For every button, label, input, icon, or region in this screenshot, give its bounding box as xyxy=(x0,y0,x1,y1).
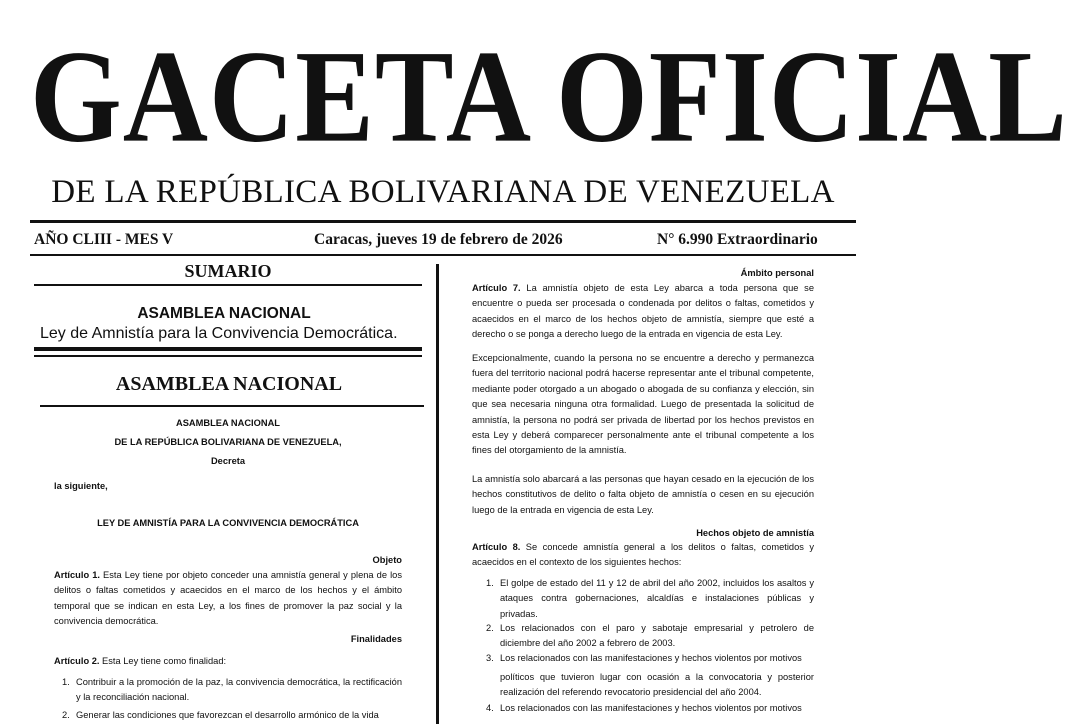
sumario-rule xyxy=(34,284,422,286)
decreta: Decreta xyxy=(210,456,246,466)
section-rule-thick xyxy=(34,347,422,351)
list-item-text: políticos que tuvieron lugar con ocasión a la convocatoria y posterior realización del referendo revocatorio presidencial del año 2004. xyxy=(500,672,814,698)
masthead xyxy=(0,0,1068,248)
issue-number: N° 6.990 Extraordinario xyxy=(657,231,818,248)
paragraph-scope: La amnistía solo abarcará a las personas que hayan cesado en la ejecución de los hechos constitutivos de delito o falta objeto de amnistía o cesen en su ejecución luego de la entrada en vigencia de esta Ley. xyxy=(472,474,814,515)
list-item-text: Los relacionados con las manifestaciones y hechos violentos por motivos xyxy=(500,703,802,713)
list-item-number: 4. xyxy=(486,703,494,713)
list-item-text: El golpe de estado del 11 y 12 de abril del año 2002, incluidos los asaltos y ataques contra gobernaciones, alcaldías e instalaciones públicas y privadas. xyxy=(500,578,814,619)
list-item-text: Los relacionados con el paro y sabotaje empresarial y petrolero de diciembre del año 2002 a febrero de 2003. xyxy=(500,623,814,649)
column-divider xyxy=(436,264,439,724)
list-item xyxy=(486,701,814,716)
article-7-label: Artículo 7. xyxy=(472,283,521,293)
article-7-text: La amnistía objeto de esta Ley abarca a toda persona que se encuentre o pueda ser procesada o condenada por delitos o faltas, cometidos y acaecidos en el marco de los hechos objeto de amnistía, siempre que esté a derecho o se ponga a derecho luego de la entrada en vigencia de esta Ley. xyxy=(472,283,814,340)
article-8-text: Se concede amnistía general a los delitos o faltas, cometidos y acaecidos en el contexto de los siguientes hechos: xyxy=(472,542,814,568)
section-rule-thin xyxy=(34,355,422,357)
header-rule xyxy=(30,254,856,256)
list-item-continued xyxy=(500,670,814,701)
paragraph-exception: Excepcionalmente, cuando la persona no se encuentre a derecho y permanezca fuera del territorio nacional podrá hacerse representar ante el tribunal competente, mediante poder otorgado a un abogado o abogada de su confianza y elección, sin que sea necesaria ninguna otra formalidad. Luego de presentada la solicitud de amnistía, la persona no podrá ser privada de libertad por los hechos previstos en esta Ley y deberá comparecer personalmente ante el tribunal competente a los fines del otorgamiento de la amnistía. xyxy=(472,353,814,456)
article-2-text: Esta Ley tiene como finalidad: xyxy=(99,656,227,666)
list-item-number: 3. xyxy=(486,653,494,663)
article-8 xyxy=(472,540,814,571)
list-item-text: Contribuir a la promoción de la paz, la convivencia democrática, la rectificación y la reconciliación nacional. xyxy=(76,677,402,703)
article-2 xyxy=(54,654,402,669)
issue-date: Caracas, jueves 19 de febrero de 2026 xyxy=(314,231,563,248)
article-8-label: Artículo 8. xyxy=(472,542,521,552)
preamble-entity: ASAMBLEA NACIONAL xyxy=(176,418,280,428)
top-rule xyxy=(30,220,856,223)
article-1 xyxy=(54,568,402,630)
preamble-republic: DE LA REPÚBLICA BOLIVARIANA DE VENEZUELA, xyxy=(114,437,342,447)
list-item-number: 2. xyxy=(486,623,494,633)
objeto-heading: Objeto xyxy=(372,555,402,565)
article-2-label: Artículo 2. xyxy=(54,656,100,666)
law-title: LEY DE AMNISTÍA PARA LA CONVIVENCIA DEMOCRÁTICA xyxy=(97,518,359,528)
section-rule xyxy=(40,405,424,407)
article-1-label: Artículo 1. xyxy=(54,570,100,580)
ambito-heading: Ámbito personal xyxy=(740,268,814,278)
list-item xyxy=(486,651,814,666)
finalidades-heading: Finalidades xyxy=(350,634,402,644)
sumario-heading: SUMARIO xyxy=(184,261,272,281)
list-item xyxy=(62,708,402,723)
list-item xyxy=(486,621,814,652)
sumario-item: Ley de Amnistía para la Convivencia Democrática. xyxy=(40,325,398,342)
list-item-number: 1. xyxy=(62,677,70,687)
list-item xyxy=(62,675,402,706)
list-item xyxy=(486,576,814,622)
article-1-text: Esta Ley tiene por objeto conceder una amnistía general y plena de los delitos o faltas cometidos y acaecidos en el marco de los hechos y el ámbito temporal que se indican en esta Ley, a los fines de promover la paz social y la convivencia democrática. xyxy=(54,570,402,627)
list-item-number: 2. xyxy=(62,710,70,720)
hechos-heading: Hechos objeto de amnistía xyxy=(696,528,814,538)
list-item-text: Generar las condiciones que favorezcan el desarrollo armónico de la vida xyxy=(76,710,379,720)
article-7 xyxy=(472,281,814,343)
gazette-subtitle: DE LA REPÚBLICA BOLIVARIANA DE VENEZUELA xyxy=(51,174,835,210)
list-item-number: 1. xyxy=(486,578,494,588)
sumario-entity: ASAMBLEA NACIONAL xyxy=(137,305,311,322)
section-heading: ASAMBLEA NACIONAL xyxy=(115,373,343,395)
list-item-text: Los relacionados con las manifestaciones y hechos violentos por motivos xyxy=(500,653,802,663)
year-month: AÑO CLIII - MES V xyxy=(34,231,174,248)
gazette-title: GACETA OFICIAL xyxy=(30,23,1068,170)
la-siguiente: la siguiente, xyxy=(54,481,108,491)
